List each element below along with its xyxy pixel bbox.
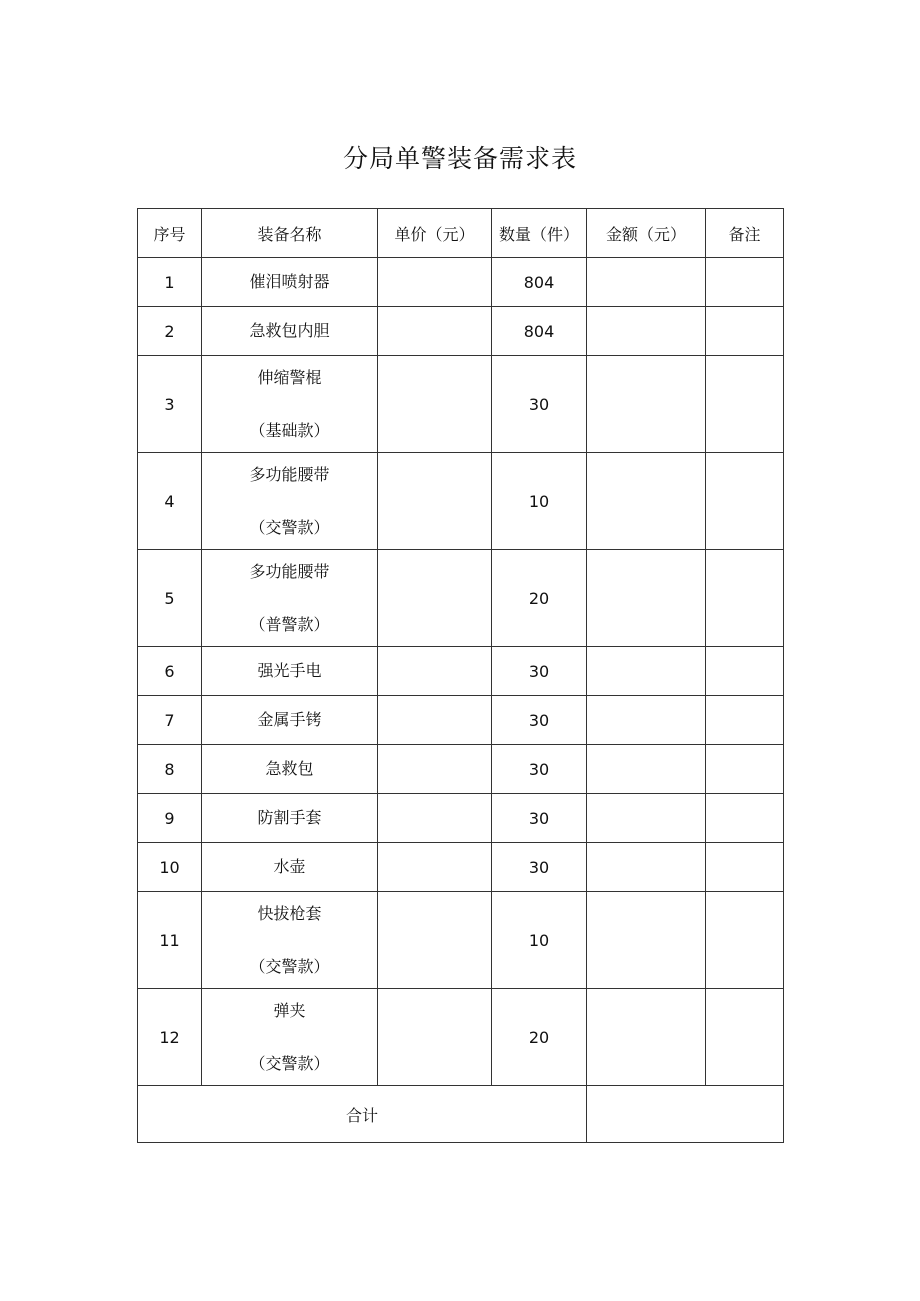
table-body <box>138 258 784 1086</box>
cell-remarks <box>706 892 784 989</box>
cell-remarks <box>706 258 784 307</box>
cell-equipment-name <box>202 745 378 794</box>
equipment-name-text: 弹夹 <box>273 1000 306 1020</box>
table-row <box>138 794 784 843</box>
table-row <box>138 550 784 647</box>
cell-remarks <box>706 745 784 794</box>
cell-unit-price <box>378 989 492 1086</box>
cell-amount <box>587 307 706 356</box>
table-row <box>138 843 784 892</box>
equipment-requirements-table <box>137 208 784 1143</box>
cell-unit-price <box>378 745 492 794</box>
cell-equipment-name <box>202 843 378 892</box>
cell-remarks <box>706 843 784 892</box>
cell-index: 8 <box>138 745 202 794</box>
cell-index: 11 <box>138 892 202 989</box>
cell-unit-price <box>378 550 492 647</box>
equipment-name-text: 催泪喷射器 <box>249 272 330 291</box>
cell-unit-price <box>378 453 492 550</box>
cell-amount <box>587 258 706 307</box>
equipment-variant-text: （交警款） <box>249 517 330 537</box>
cell-quantity: 30 <box>492 843 587 892</box>
cell-remarks <box>706 453 784 550</box>
cell-equipment-name <box>202 258 378 307</box>
cell-amount <box>587 453 706 550</box>
equipment-name-text: 多功能腰带 <box>249 464 330 484</box>
equipment-name-text: 急救包 <box>265 759 314 778</box>
cell-quantity: 30 <box>492 794 587 843</box>
cell-amount <box>587 989 706 1086</box>
table-row <box>138 356 784 453</box>
equipment-name-text: 金属手铐 <box>257 710 322 729</box>
cell-unit-price <box>378 647 492 696</box>
header-amount: 金额（元） <box>587 209 706 258</box>
cell-amount <box>587 696 706 745</box>
cell-quantity: 20 <box>492 989 587 1086</box>
cell-equipment-name <box>202 696 378 745</box>
table-row <box>138 258 784 307</box>
header-quantity: 数量（件） <box>492 209 587 258</box>
page-title: 分局单警装备需求表 <box>342 144 577 173</box>
cell-index: 7 <box>138 696 202 745</box>
cell-amount <box>587 356 706 453</box>
table-row <box>138 989 784 1086</box>
header-unit-price: 单价（元） <box>378 209 492 258</box>
equipment-variant-text: （基础款） <box>249 420 330 440</box>
equipment-name-text: 快拔枪套 <box>257 903 322 923</box>
equipment-variant-text: （交警款） <box>249 1053 330 1073</box>
cell-remarks <box>706 307 784 356</box>
cell-equipment-name <box>202 892 378 989</box>
cell-unit-price <box>378 696 492 745</box>
cell-amount <box>587 745 706 794</box>
table-row <box>138 453 784 550</box>
cell-remarks <box>706 696 784 745</box>
table-row <box>138 892 784 989</box>
total-row <box>138 1086 784 1143</box>
cell-unit-price <box>378 356 492 453</box>
cell-amount <box>587 892 706 989</box>
cell-index: 1 <box>138 258 202 307</box>
cell-remarks <box>706 356 784 453</box>
cell-quantity: 804 <box>492 307 587 356</box>
table-header-row <box>138 209 784 258</box>
cell-index: 12 <box>138 989 202 1086</box>
cell-unit-price <box>378 892 492 989</box>
table-row <box>138 745 784 794</box>
cell-quantity: 10 <box>492 892 587 989</box>
cell-remarks <box>706 794 784 843</box>
cell-amount <box>587 550 706 647</box>
header-index: 序号 <box>138 209 202 258</box>
cell-equipment-name <box>202 356 378 453</box>
cell-unit-price <box>378 843 492 892</box>
cell-quantity: 30 <box>492 745 587 794</box>
cell-equipment-name <box>202 550 378 647</box>
cell-equipment-name <box>202 453 378 550</box>
cell-quantity: 30 <box>492 647 587 696</box>
cell-index: 3 <box>138 356 202 453</box>
total-value <box>587 1086 784 1143</box>
cell-amount <box>587 843 706 892</box>
total-label: 合计 <box>138 1086 587 1143</box>
cell-quantity: 10 <box>492 453 587 550</box>
cell-unit-price <box>378 307 492 356</box>
cell-index: 4 <box>138 453 202 550</box>
cell-equipment-name <box>202 647 378 696</box>
header-remarks: 备注 <box>706 209 784 258</box>
cell-quantity: 804 <box>492 258 587 307</box>
cell-unit-price <box>378 258 492 307</box>
cell-equipment-name <box>202 794 378 843</box>
cell-equipment-name <box>202 307 378 356</box>
cell-index: 9 <box>138 794 202 843</box>
equipment-name-text: 急救包内胆 <box>249 321 330 340</box>
cell-index: 6 <box>138 647 202 696</box>
cell-amount <box>587 794 706 843</box>
cell-index: 10 <box>138 843 202 892</box>
equipment-variant-text: （交警款） <box>249 956 330 976</box>
cell-remarks <box>706 647 784 696</box>
cell-remarks <box>706 989 784 1086</box>
cell-quantity: 20 <box>492 550 587 647</box>
cell-quantity: 30 <box>492 696 587 745</box>
cell-index: 2 <box>138 307 202 356</box>
table-row <box>138 696 784 745</box>
cell-remarks <box>706 550 784 647</box>
equipment-name-text: 强光手电 <box>257 661 322 680</box>
table-row <box>138 647 784 696</box>
cell-equipment-name <box>202 989 378 1086</box>
cell-amount <box>587 647 706 696</box>
equipment-name-text: 防割手套 <box>257 808 322 827</box>
cell-index: 5 <box>138 550 202 647</box>
cell-unit-price <box>378 794 492 843</box>
equipment-variant-text: （普警款） <box>249 614 330 634</box>
header-equipment-name: 装备名称 <box>202 209 378 258</box>
table-row <box>138 307 784 356</box>
equipment-name-text: 多功能腰带 <box>249 561 330 581</box>
cell-quantity: 30 <box>492 356 587 453</box>
equipment-name-text: 水壶 <box>273 857 306 876</box>
equipment-name-text: 伸缩警棍 <box>257 367 322 387</box>
